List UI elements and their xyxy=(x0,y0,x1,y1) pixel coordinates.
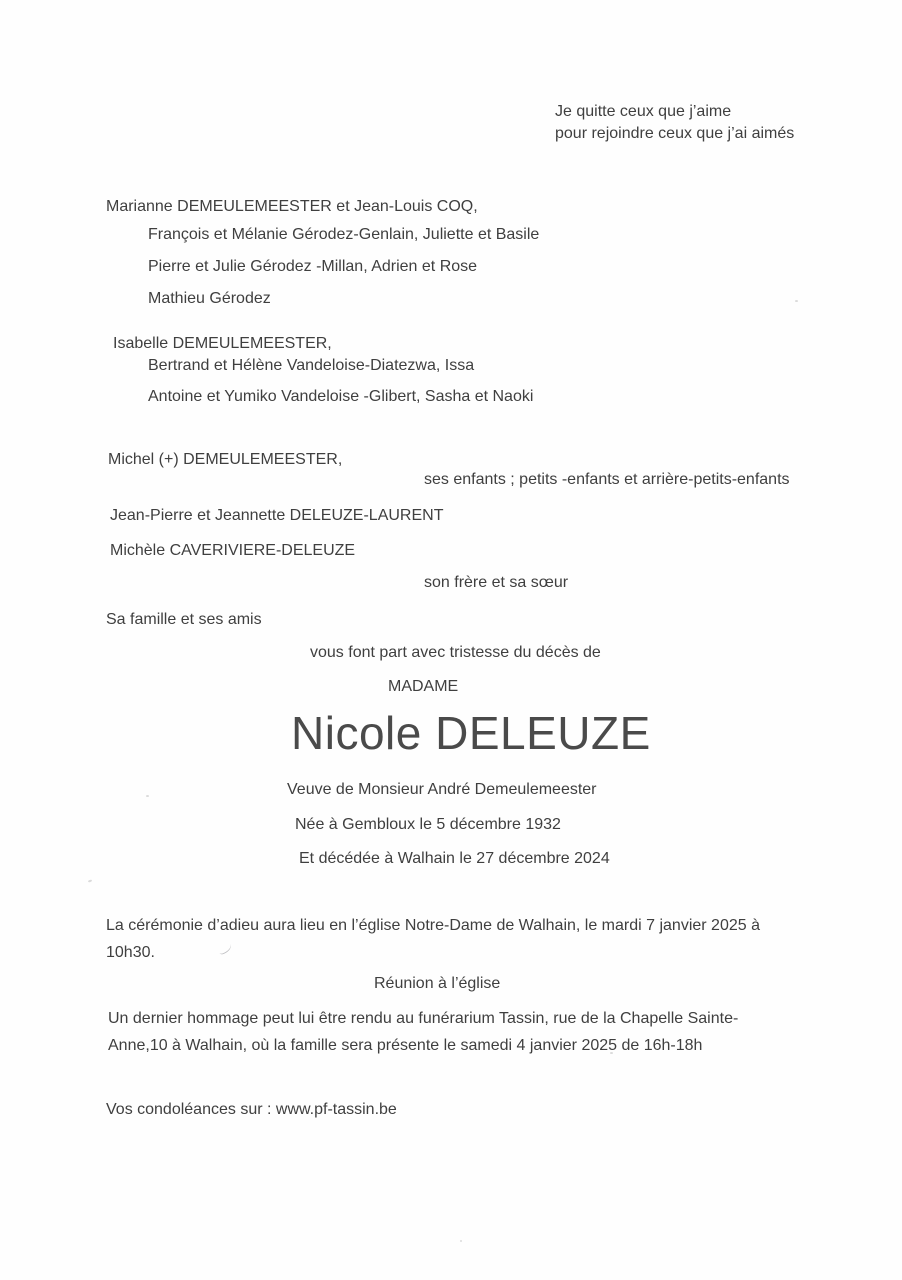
family-group-2-head: Isabelle DEMEULEMEESTER, xyxy=(113,335,332,352)
family-group-1-child-2: Pierre et Julie Gérodez -Millan, Adrien et Rose xyxy=(148,258,478,275)
family-group-2-child-1: Bertrand et Hélène Vandeloise-Diatezwa, Issa xyxy=(148,357,475,374)
condolences-line: Vos condoléances sur : www.pf-tassin.be xyxy=(106,1101,397,1118)
homage-paragraph: Un dernier hommage peut lui être rendu au funérarium Tassin, rue de la Chapelle Sainte-Anne,10 à Walhain, où la famille sera présente le samedi 4 janvier 2025 de 16h-18h xyxy=(108,1010,739,1054)
family-group-1-child-1: François et Mélanie Gérodez-Genlain, Juliette et Basile xyxy=(148,226,540,243)
epigraph-line-1: Je quitte ceux que j’aime xyxy=(555,103,732,120)
meeting-line: Réunion à l’église xyxy=(374,975,501,992)
family-group-1-child-3: Mathieu Gérodez xyxy=(148,290,271,307)
widow-line: Veuve de Monsieur André Demeulemeester xyxy=(287,781,597,798)
deceased-name: Nicole DELEUZE xyxy=(291,707,651,759)
title-madame: MADAME xyxy=(388,678,459,695)
scan-speckle xyxy=(460,1240,462,1242)
family-group-3-head: Michel (+) DEMEULEMEESTER, xyxy=(108,451,343,468)
epigraph xyxy=(555,101,794,145)
relation-children-label: ses enfants ; petits -enfants et arrière-petits-enfants xyxy=(424,471,790,488)
scan-speckle xyxy=(88,879,92,882)
scan-speckle xyxy=(610,1052,613,1054)
sibling-1: Jean-Pierre et Jeannette DELEUZE-LAURENT xyxy=(110,507,444,524)
scan-speckle xyxy=(146,795,149,797)
birth-line: Née à Gembloux le 5 décembre 1932 xyxy=(295,816,561,833)
family-group-1-head: Marianne DEMEULEMEESTER et Jean-Louis COQ, xyxy=(106,198,478,215)
relation-siblings-label: son frère et sa sœur xyxy=(424,574,569,591)
scan-speckle xyxy=(795,300,798,302)
ceremony-paragraph: La cérémonie d’adieu aura lieu en l’église Notre-Dame de Walhain, le mardi 7 janvier 2025 à 10h30. xyxy=(106,917,760,961)
epigraph-line-2: pour rejoindre ceux que j’ai aimés xyxy=(555,125,795,142)
death-line: Et décédée à Walhain le 27 décembre 2024 xyxy=(299,850,610,867)
announcement-line: vous font part avec tristesse du décès de xyxy=(310,644,601,661)
family-group-2-child-2: Antoine et Yumiko Vandeloise -Glibert, Sasha et Naoki xyxy=(148,388,534,405)
sibling-2: Michèle CAVERIVIERE-DELEUZE xyxy=(110,542,356,559)
family-friends-line: Sa famille et ses amis xyxy=(106,611,262,628)
